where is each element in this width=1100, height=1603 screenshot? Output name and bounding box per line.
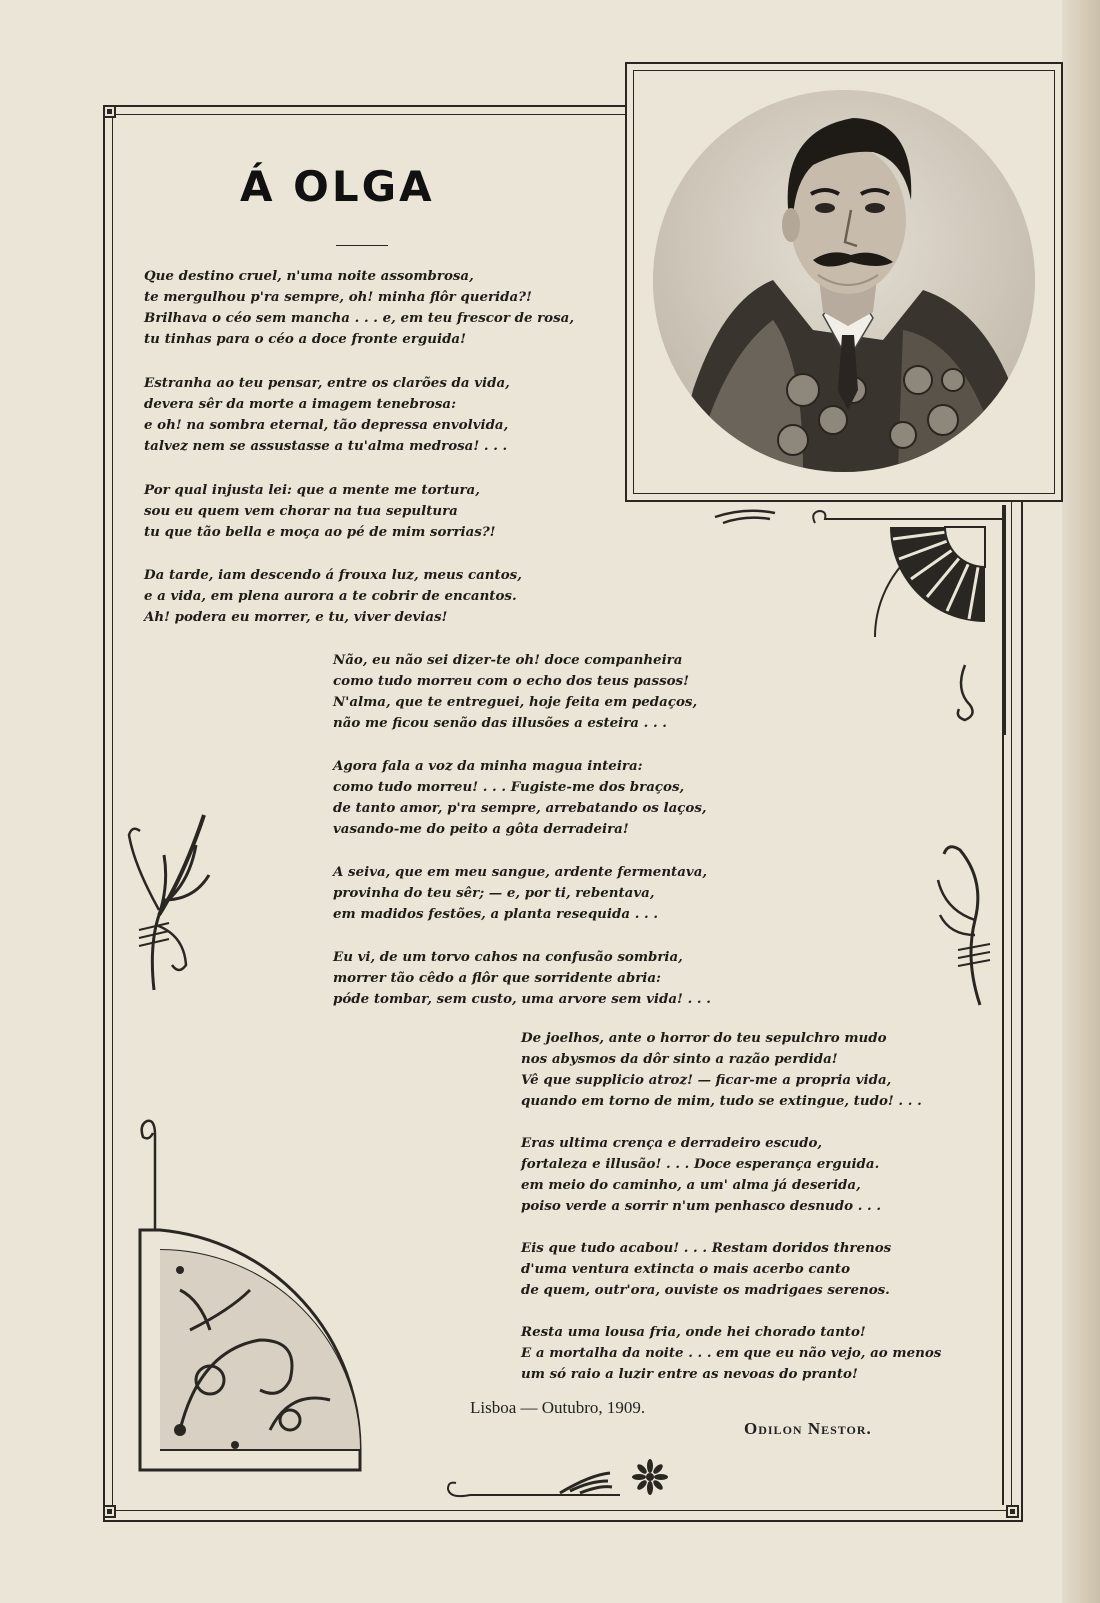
frame-corner-bottom-left: [103, 1505, 116, 1518]
poem-line: como tudo morreu com o echo dos teus passos!: [333, 673, 689, 689]
flourish-ornament-bottom: [440, 1455, 690, 1505]
poem-line: Da tarde, iam descendo á frouxa luz, meus cantos,: [144, 567, 522, 583]
poem-line: em madidos festões, a planta resequida . . .: [333, 906, 659, 922]
poem-line: tu tinhas para o céo a doce fronte erguida!: [144, 331, 466, 347]
poem-line: talvez nem se assustasse a tu'alma medrosa! . . .: [144, 438, 508, 454]
poem-line: nos abysmos da dôr sinto a razão perdida!: [521, 1051, 838, 1067]
poem-line: Eis que tudo acabou! . . . Restam doridos threnos: [521, 1240, 892, 1256]
stanza-9: [521, 1028, 922, 1112]
poem-line: Estranha ao teu pensar, entre os clarões da vida,: [144, 375, 510, 391]
poem-line: de quem, outr'ora, ouviste os madrigaes serenos.: [521, 1282, 890, 1298]
poem-line: vasando-me do peito a gôta derradeira!: [333, 821, 629, 837]
place-date: Lisboa — Outubro, 1909.: [470, 1398, 646, 1417]
poem-line: Agora fala a voz da minha magua inteira:: [333, 758, 643, 774]
poem-line: póde tombar, sem custo, uma arvore sem vida! . . .: [333, 991, 711, 1007]
poem-line: Brilhava o céo sem mancha . . . e, em teu frescor de rosa,: [144, 310, 574, 326]
poem-line: de tanto amor, p'ra sempre, arrebatando os laços,: [333, 800, 707, 816]
poem-line: A seiva, que em meu sangue, ardente fermentava,: [333, 864, 708, 880]
poem-line: Vê que supplicio atroz! — ficar-me a propria vida,: [521, 1072, 892, 1088]
stanza-11: [521, 1238, 891, 1301]
portrait-frame: [625, 62, 1063, 502]
stanza-8: [333, 947, 711, 1010]
poem-line: Eras ultima crença e derradeiro escudo,: [521, 1135, 823, 1151]
stanza-10: [521, 1133, 881, 1217]
poem-line: não me ficou senão das illusões a esteira . . .: [333, 715, 667, 731]
poem-line: Resta uma lousa fria, onde hei chorado tanto!: [521, 1324, 866, 1340]
plume-ornament-right: [930, 840, 1000, 1010]
stanza-1: [144, 266, 574, 350]
poem-line: provinha do teu sêr; — e, por ti, rebentava,: [333, 885, 655, 901]
poem-line: em meio do caminho, a um' alma já deserida,: [521, 1177, 861, 1193]
fan-ornament-top-right: [715, 505, 1015, 735]
rosette-ornament-bottom-left: [140, 1230, 380, 1470]
poem-line: fortaleza e illusão! . . . Doce esperança erguida.: [521, 1156, 880, 1172]
poem-line: quando em torno de mim, tudo se extingue, tudo! . . .: [521, 1093, 922, 1109]
poem-line: Ah! podera eu morrer, e tu, viver devias!: [144, 609, 448, 625]
page-edge: [1062, 0, 1100, 1603]
poem-line: d'uma ventura extincta o mais acerbo canto: [521, 1261, 851, 1277]
poem-line: E a mortalha da noite . . . em que eu não vejo, ao menos: [521, 1345, 942, 1361]
poem-line: De joelhos, ante o horror do teu sepulchro mudo: [521, 1030, 887, 1046]
poem-line: como tudo morreu! . . . Fugiste-me dos braços,: [333, 779, 685, 795]
poem-line: N'alma, que te entreguei, hoje feita em pedaços,: [333, 694, 698, 710]
poem-line: e a vida, em plena aurora a te cobrir de encantos.: [144, 588, 517, 604]
title-divider: [336, 245, 388, 246]
scroll-ornament-left: [135, 1115, 175, 1235]
frame-corner-top-left: [103, 105, 116, 118]
poem-line: Por qual injusta lei: que a mente me tortura,: [144, 482, 480, 498]
stanza-7: [333, 862, 707, 925]
poem-line: te mergulhou p'ra sempre, oh! minha flôr querida?!: [144, 289, 532, 305]
author-portrait: [653, 90, 1035, 472]
stanza-5: [333, 650, 697, 734]
stanza-3: [144, 480, 496, 543]
poem-line: um só raio a luzir entre as nevoas do pranto!: [521, 1366, 858, 1382]
poem-line: devera sêr da morte a imagem tenebrosa:: [144, 396, 457, 412]
portrait-illustration: [653, 90, 1035, 472]
stanza-12: [521, 1322, 941, 1385]
poem-line: e oh! na sombra eternal, tão depressa envolvida,: [144, 417, 509, 433]
poem-line: morrer tão cêdo a flôr que sorridente abria:: [333, 970, 661, 986]
poem-line: sou eu quem vem chorar na tua sepultura: [144, 503, 458, 519]
poem-line: Não, eu não sei dizer-te oh! doce companheira: [333, 652, 683, 668]
poem-line: poiso verde a sorrir n'um penhasco desnudo . . .: [521, 1198, 882, 1214]
stanza-2: [144, 373, 510, 457]
poem-title: Á OLGA: [240, 162, 435, 211]
poem-line: Eu vi, de um torvo cahos na confusão sombria,: [333, 949, 683, 965]
frame-corner-bottom-right: [1006, 1505, 1019, 1518]
stanza-4: [144, 565, 522, 628]
author-signature: Odilon Nestor.: [744, 1419, 872, 1438]
poem-line: tu que tão bella e moça ao pé de mim sorrias?!: [144, 524, 496, 540]
poem-line: Que destino cruel, n'uma noite assombrosa,: [144, 268, 474, 284]
stanza-6: [333, 756, 707, 840]
plume-ornament-left: [124, 805, 214, 995]
